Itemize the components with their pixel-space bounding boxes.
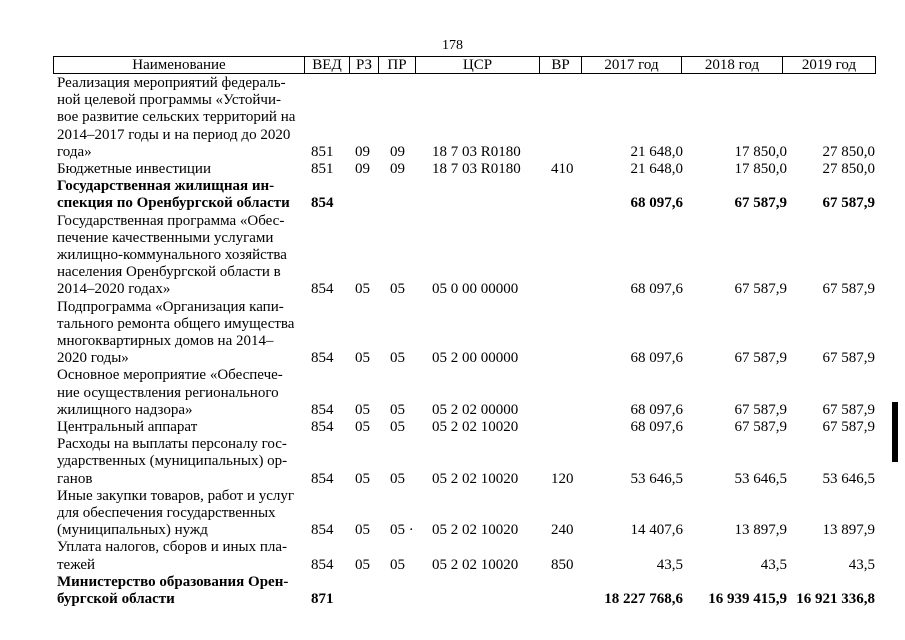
cell-y2017: 14 407,6 bbox=[630, 522, 683, 539]
cell-y2017: 68 097,6 bbox=[630, 419, 683, 436]
table-row bbox=[57, 299, 877, 368]
cell-y2018: 67 587,9 bbox=[734, 281, 787, 298]
row-name bbox=[57, 488, 309, 540]
cell-pr: 05 bbox=[390, 419, 405, 436]
cell-y2017: 21 648,0 bbox=[630, 143, 683, 160]
cell-ved: 854 bbox=[311, 350, 334, 367]
row-name bbox=[57, 178, 309, 212]
cell-y2017: 68 097,6 bbox=[630, 350, 683, 367]
cell-y2017: 21 648,0 bbox=[630, 161, 683, 178]
scan-edge-mark bbox=[892, 402, 898, 462]
table-row bbox=[57, 539, 877, 573]
cell-y2017: 68 097,6 bbox=[630, 281, 683, 298]
cell-csr: 05 2 00 00000 bbox=[432, 350, 519, 367]
cell-csr: 05 2 02 10020 bbox=[432, 470, 519, 487]
row-name-line: Государственная программа «Обес- bbox=[57, 212, 285, 229]
cell-csr: 05 2 02 10020 bbox=[432, 522, 519, 539]
header-csr: ЦСР bbox=[416, 57, 540, 73]
table-row bbox=[57, 367, 877, 419]
cell-y2017: 18 227 768,6 bbox=[604, 591, 683, 608]
row-name-line: многоквартирных домов на 2014– bbox=[57, 333, 274, 350]
table-row bbox=[57, 574, 877, 608]
header-2019: 2019 год bbox=[801, 57, 857, 73]
table-row bbox=[57, 178, 877, 212]
cell-csr: 18 7 03 R0180 bbox=[432, 161, 521, 178]
cell-y2019: 13 897,9 bbox=[822, 522, 875, 539]
cell-pr: 05 bbox=[390, 350, 405, 367]
cell-y2017: 68 097,6 bbox=[630, 195, 683, 212]
cell-pr: 09 bbox=[390, 161, 405, 178]
row-name-line: Иные закупки товаров, работ и услуг bbox=[57, 487, 295, 504]
cell-rz: 05 bbox=[355, 556, 370, 573]
cell-pr: 09 bbox=[390, 143, 405, 160]
row-name-line: Реализация мероприятий федераль- bbox=[57, 75, 286, 91]
cell-pr: 05 bbox=[390, 281, 405, 298]
cell-y2018: 53 646,5 bbox=[734, 470, 787, 487]
cell-y2019: 27 850,0 bbox=[822, 161, 875, 178]
header-name: Наименование bbox=[54, 57, 305, 73]
cell-y2018: 13 897,9 bbox=[734, 522, 787, 539]
row-name-line: ние осуществления регионального bbox=[57, 384, 279, 401]
table-row bbox=[57, 213, 877, 299]
cell-y2017: 53 646,5 bbox=[630, 470, 683, 487]
row-name bbox=[57, 436, 309, 488]
cell-rz: 05 bbox=[355, 281, 370, 298]
cell-rz: 09 bbox=[355, 143, 370, 160]
cell-rz: 05 bbox=[355, 350, 370, 367]
cell-csr: 05 0 00 00000 bbox=[432, 281, 519, 298]
table-row bbox=[57, 75, 877, 161]
row-name-line: жилищно-коммунального хозяйства bbox=[57, 247, 287, 264]
page-number: 178 bbox=[442, 38, 463, 53]
row-name-line: Государственная жилищная ин- bbox=[57, 178, 275, 195]
cell-vr: 240 bbox=[551, 522, 574, 539]
cell-y2019: 67 587,9 bbox=[822, 401, 875, 418]
cell-ved: 854 bbox=[311, 195, 334, 212]
row-name bbox=[57, 299, 309, 368]
row-name-line: Центральный аппарат bbox=[57, 419, 198, 436]
table-row bbox=[57, 488, 877, 540]
table-header bbox=[53, 56, 876, 74]
row-name-line: ганов bbox=[57, 470, 93, 487]
cell-y2018: 67 587,9 bbox=[734, 401, 787, 418]
cell-csr: 05 2 02 10020 bbox=[432, 556, 519, 573]
header-2017: 2017 год bbox=[582, 57, 682, 73]
row-name-line: ударственных (муниципальных) ор- bbox=[57, 453, 288, 470]
header-rz: РЗ bbox=[350, 57, 379, 73]
table-row bbox=[57, 161, 877, 178]
cell-y2018: 16 939 415,9 bbox=[708, 591, 787, 608]
cell-y2019: 67 587,9 bbox=[822, 195, 875, 212]
row-name bbox=[57, 75, 309, 161]
cell-pr: 05 bbox=[390, 556, 405, 573]
cell-y2019: 16 921 336,8 bbox=[796, 591, 875, 608]
cell-ved: 854 bbox=[311, 419, 334, 436]
header-2018: 2018 год bbox=[682, 57, 783, 73]
row-name-line: тежей bbox=[57, 556, 96, 573]
row-name-line: года» bbox=[57, 143, 92, 160]
table-row bbox=[57, 419, 877, 436]
row-name-line: 2014–2017 годы и на период до 2020 bbox=[57, 126, 291, 143]
cell-y2018: 43,5 bbox=[760, 556, 787, 573]
cell-rz: 05 bbox=[355, 401, 370, 418]
cell-ved: 854 bbox=[311, 522, 334, 539]
cell-rz: 09 bbox=[355, 161, 370, 178]
row-name-line: вое развитие сельских территорий на bbox=[57, 109, 296, 126]
cell-y2019: 67 587,9 bbox=[822, 281, 875, 298]
cell-csr: 05 2 02 00000 bbox=[432, 401, 519, 418]
cell-csr: 18 7 03 R0180 bbox=[432, 143, 521, 160]
cell-ved: 854 bbox=[311, 401, 334, 418]
row-name-line: 2020 годы» bbox=[57, 350, 129, 367]
header-vr: ВР bbox=[540, 57, 582, 73]
row-name-line: (муниципальных) нужд bbox=[57, 522, 208, 539]
cell-y2018: 17 850,0 bbox=[734, 143, 787, 160]
table-body bbox=[57, 75, 877, 608]
row-name-line: ной целевой программы «Устойчи- bbox=[57, 92, 281, 109]
row-name-line: 2014–2020 годах» bbox=[57, 281, 171, 298]
cell-y2019: 43,5 bbox=[848, 556, 875, 573]
cell-y2017: 43,5 bbox=[656, 556, 683, 573]
cell-rz: 05 bbox=[355, 419, 370, 436]
row-name bbox=[57, 419, 309, 436]
cell-ved: 871 bbox=[311, 591, 334, 608]
cell-pr: 05 · bbox=[390, 522, 414, 539]
cell-pr: 05 bbox=[390, 401, 405, 418]
row-name-line: тального ремонта общего имущества bbox=[57, 315, 295, 332]
cell-csr: 05 2 02 10020 bbox=[432, 419, 519, 436]
row-name-line: Уплата налогов, сборов и иных пла- bbox=[57, 539, 288, 556]
cell-y2019: 67 587,9 bbox=[822, 419, 875, 436]
row-name bbox=[57, 213, 309, 299]
cell-rz: 05 bbox=[355, 522, 370, 539]
row-name bbox=[57, 539, 309, 573]
cell-y2018: 67 587,9 bbox=[734, 419, 787, 436]
row-name-line: жилищного надзора» bbox=[57, 401, 193, 418]
row-name-line: печение качественными услугами bbox=[57, 229, 274, 246]
cell-y2018: 67 587,9 bbox=[734, 350, 787, 367]
cell-vr: 850 bbox=[551, 556, 574, 573]
row-name-line: спекция по Оренбургской области bbox=[57, 195, 290, 212]
cell-y2019: 67 587,9 bbox=[822, 350, 875, 367]
header-ved: ВЕД bbox=[305, 57, 350, 73]
cell-ved: 851 bbox=[311, 161, 334, 178]
cell-y2018: 67 587,9 bbox=[734, 195, 787, 212]
cell-y2018: 17 850,0 bbox=[734, 161, 787, 178]
row-name-line: бургской области bbox=[57, 591, 175, 608]
cell-ved: 854 bbox=[311, 470, 334, 487]
cell-ved: 854 bbox=[311, 556, 334, 573]
cell-y2019: 53 646,5 bbox=[822, 470, 875, 487]
row-name-line: Основное мероприятие «Обеспече- bbox=[57, 367, 283, 384]
row-name-line: Бюджетные инвестиции bbox=[57, 161, 211, 178]
row-name bbox=[57, 574, 309, 608]
header-pr: ПР bbox=[379, 57, 416, 73]
row-name-line: населения Оренбургской области в bbox=[57, 264, 281, 281]
cell-y2019: 27 850,0 bbox=[822, 143, 875, 160]
cell-rz: 05 bbox=[355, 470, 370, 487]
row-name bbox=[57, 161, 309, 178]
cell-y2017: 68 097,6 bbox=[630, 401, 683, 418]
cell-vr: 120 bbox=[551, 470, 574, 487]
row-name-line: Расходы на выплаты персоналу гос- bbox=[57, 436, 287, 453]
table-row bbox=[57, 436, 877, 488]
cell-pr: 05 bbox=[390, 470, 405, 487]
row-name-line: для обеспечения государственных bbox=[57, 505, 276, 522]
cell-vr: 410 bbox=[551, 161, 574, 178]
row-name-line: Министерство образования Орен- bbox=[57, 573, 289, 590]
cell-ved: 851 bbox=[311, 143, 334, 160]
row-name-line: Подпрограмма «Организация капи- bbox=[57, 298, 284, 315]
cell-ved: 854 bbox=[311, 281, 334, 298]
row-name bbox=[57, 367, 309, 419]
